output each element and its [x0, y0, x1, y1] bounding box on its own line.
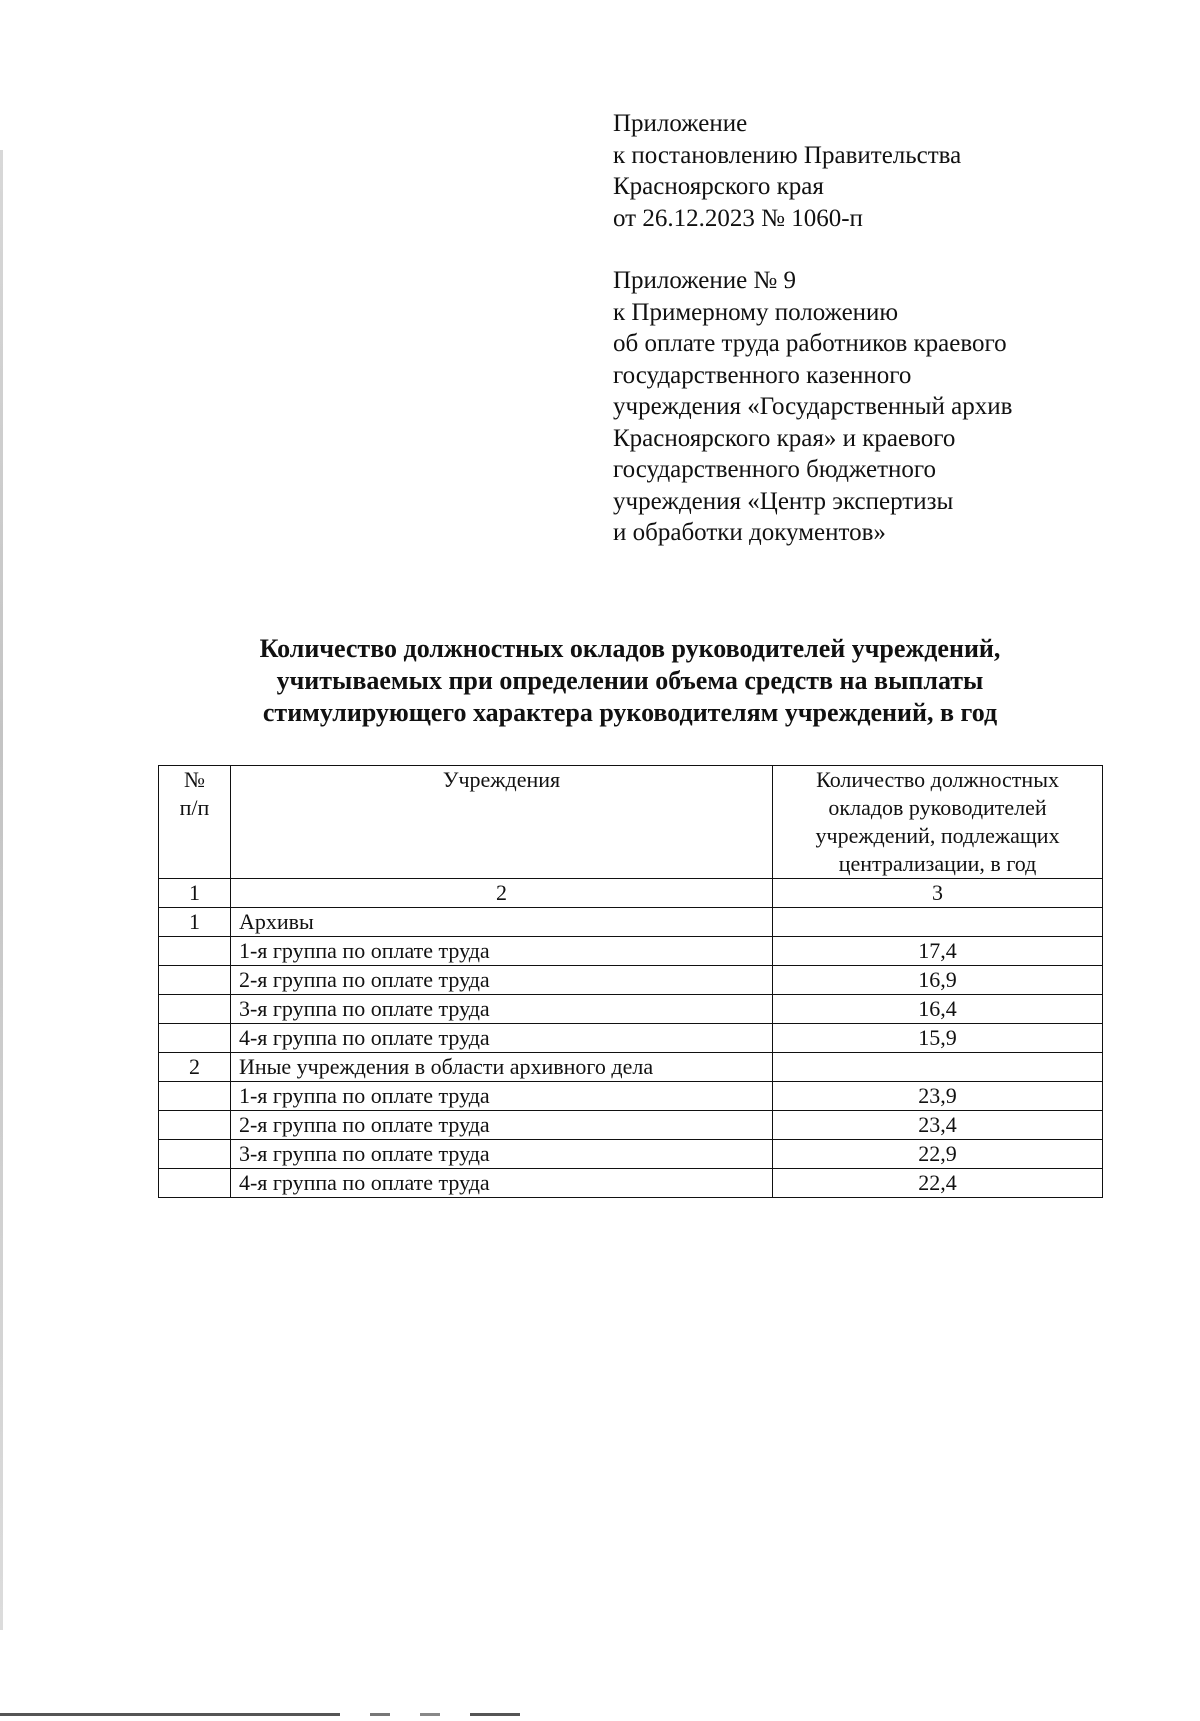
scan-bottom-edge: [0, 1713, 520, 1716]
annex-line: государственного бюджетного: [613, 456, 936, 483]
header-count-line: Количество должностных: [816, 767, 1059, 792]
row-number: 1: [159, 908, 231, 937]
row-institution: 1-я группа по оплате труда: [230, 937, 772, 966]
header-number-line: п/п: [179, 795, 210, 820]
annex-line: учреждения «Государственный архив: [613, 393, 1013, 420]
row-institution: 4-я группа по оплате труда: [230, 1169, 772, 1198]
header-count: [773, 766, 1103, 879]
annex-line: Приложение № 9: [613, 267, 797, 294]
column-number: 2: [230, 879, 772, 908]
row-institution: 4-я группа по оплате труда: [230, 1024, 772, 1053]
row-number: 2: [159, 1053, 231, 1082]
title-line: Количество должностных окладов руководителей учреждений,: [259, 634, 1001, 663]
row-number: [159, 1140, 231, 1169]
appendix-line: Красноярского края: [613, 173, 824, 200]
table-row: [159, 908, 1103, 937]
row-value: 22,4: [773, 1169, 1103, 1198]
table-row: [159, 995, 1103, 1024]
row-value: [773, 1053, 1103, 1082]
table-body: [159, 908, 1103, 1198]
spacer: [613, 234, 1173, 265]
row-institution: Архивы: [230, 908, 772, 937]
column-number: 3: [773, 879, 1103, 908]
row-institution: 2-я группа по оплате труда: [230, 1111, 772, 1140]
annex-line: к Примерному положению: [613, 298, 899, 326]
appendix-line: к постановлению Правительства: [613, 141, 962, 169]
column-numbering-row: [159, 879, 1103, 908]
header-count-line: учреждений, подлежащих: [815, 823, 1060, 848]
row-number: [159, 995, 231, 1024]
table-row: [159, 1140, 1103, 1169]
header-number-line: №: [183, 767, 205, 792]
header-institutions: Учреждения: [230, 766, 772, 879]
row-value: 23,9: [773, 1082, 1103, 1111]
appendix-line: Приложение: [613, 110, 748, 137]
header-count-line: централизации, в год: [838, 851, 1037, 876]
row-number: [159, 1082, 231, 1111]
row-institution: 2-я группа по оплате труда: [230, 966, 772, 995]
appendix-header: [613, 108, 1173, 549]
table-row: [159, 1111, 1103, 1140]
row-institution: 1-я группа по оплате труда: [230, 1082, 772, 1111]
row-number: [159, 1169, 231, 1198]
row-value: 15,9: [773, 1024, 1103, 1053]
row-value: 17,4: [773, 937, 1103, 966]
row-value: 22,9: [773, 1140, 1103, 1169]
annex-line: государственного казенного: [613, 361, 912, 389]
row-number: [159, 937, 231, 966]
title-line: учитываемых при определении объема средств на выплаты: [276, 666, 984, 695]
document-title: [140, 633, 1120, 729]
table-row: [159, 1082, 1103, 1111]
row-institution: Иные учреждения в области архивного дела: [230, 1053, 772, 1082]
title-line: стимулирующего характера руководителям учреждений, в год: [262, 698, 998, 727]
annex-line: Красноярского края» и краевого: [613, 424, 956, 452]
table-header-row: [159, 766, 1103, 879]
row-value: [773, 908, 1103, 937]
table-row: [159, 1053, 1103, 1082]
row-number: [159, 1111, 231, 1140]
header-count-line: окладов руководителей: [828, 795, 1047, 820]
row-institution: 3-я группа по оплате труда: [230, 995, 772, 1024]
row-value: 23,4: [773, 1111, 1103, 1140]
row-value: 16,9: [773, 966, 1103, 995]
annex-line: об оплате труда работников краевого: [613, 330, 1007, 357]
row-value: 16,4: [773, 995, 1103, 1024]
table-row: [159, 1169, 1103, 1198]
salary-table: [158, 765, 1103, 1198]
table-row: [159, 937, 1103, 966]
row-number: [159, 1024, 231, 1053]
column-number: 1: [159, 879, 231, 908]
table-row: [159, 1024, 1103, 1053]
appendix-line: от 26.12.2023 № 1060-п: [613, 204, 863, 232]
row-institution: 3-я группа по оплате труда: [230, 1140, 772, 1169]
header-number: [159, 766, 231, 879]
annex-line: и обработки документов»: [613, 519, 886, 546]
row-number: [159, 966, 231, 995]
scan-edge: [0, 150, 3, 1630]
table-row: [159, 966, 1103, 995]
annex-line: учреждения «Центр экспертизы: [613, 487, 954, 515]
